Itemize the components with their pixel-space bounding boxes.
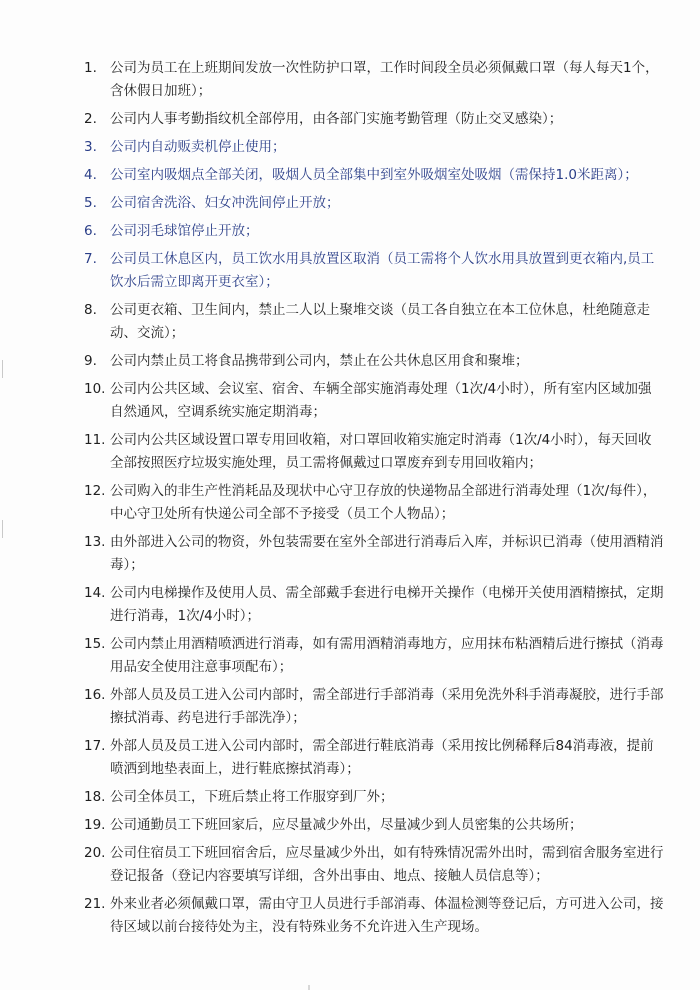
- list-item: [84, 429, 664, 475]
- list-item: [84, 786, 664, 809]
- item-text: 外部人员及员工进入公司内部时，需全部进行鞋底消毒（采用按比例稀释后84消毒液，提前喷洒到地垫表面上，进行鞋底擦拭消毒）；: [110, 738, 654, 777]
- item-text: 公司全体员工，下班后禁止将工作服穿到厂外；: [110, 789, 394, 805]
- list-item: [84, 57, 664, 103]
- item-number: 11.: [84, 432, 106, 448]
- item-number: 19.: [84, 817, 106, 833]
- item-number: 6.: [84, 223, 97, 239]
- item-number: 3.: [84, 139, 97, 155]
- item-text: 公司通勤员工下班回家后，应尽量减少外出，尽量减少到人员密集的公共场所；: [110, 817, 583, 833]
- list-item: [84, 480, 664, 526]
- item-number: 1.: [84, 60, 97, 76]
- item-text: 公司更衣箱、卫生间内，禁止二人以上聚堆交谈（员工各自独立在本工位休息，杜绝随意走动、交流）；: [110, 302, 650, 341]
- list-item: [84, 220, 664, 243]
- list-item: [84, 248, 664, 294]
- item-number: 18.: [84, 789, 106, 805]
- item-number: 16.: [84, 687, 106, 703]
- list-item: [84, 684, 664, 730]
- item-text: 公司内公共区域设置口罩专用回收箱，对口罩回收箱实施定时消毒（1次/4小时），每天回收全部按照医疗垃圾实施处理，员工需将佩戴过口罩废弃到专用回收箱内；: [110, 432, 652, 471]
- list-item: [84, 582, 664, 628]
- list-item: [84, 531, 664, 577]
- list-item: [84, 735, 664, 781]
- item-text: 公司室内吸烟点全部关闭，吸烟人员全部集中到室外吸烟室处吸烟（需保持1.0米距离）；: [110, 167, 638, 183]
- item-number: 12.: [84, 483, 106, 499]
- scan-fold-mark: [308, 985, 310, 990]
- item-text: 公司宿舍洗浴、妇女冲洗间停止开放；: [110, 195, 340, 211]
- item-text: 公司内自动贩卖机停止使用；: [110, 139, 286, 155]
- list-item: [84, 378, 664, 424]
- item-text: 公司内电梯操作及使用人员、需全部戴手套进行电梯开关操作（电梯开关使用酒精擦拭，定期进行消毒，1次/4小时）；: [110, 585, 664, 624]
- item-text: 公司内禁止用酒精喷洒进行消毒，如有需用酒精消毒地方，应用抹布粘酒精后进行擦拭（消毒用品安全使用注意事项配布）；: [110, 636, 664, 675]
- item-text: 由外部进入公司的物资，外包装需要在室外全部进行消毒后入库，并标识已消毒（使用酒精消毒）；: [110, 534, 664, 573]
- item-text: 公司住宿员工下班回宿舍后，应尽量减少外出，如有特殊情况需外出时，需到宿舍服务室进行登记报备（登记内容要填写详细，含外出事由、地点、接触人员信息等）；: [110, 845, 664, 884]
- item-number: 13.: [84, 534, 106, 550]
- scan-edge-mark: [2, 360, 3, 378]
- list-item: [84, 842, 664, 888]
- item-number: 10.: [84, 381, 106, 397]
- item-number: 21.: [84, 896, 106, 912]
- rules-list: [84, 57, 664, 944]
- item-text: 公司为员工在上班期间发放一次性防护口罩，工作时间段全员必须佩戴口罩（每人每天1个，含休假日加班）；: [110, 60, 659, 99]
- item-text: 公司内人事考勤指纹机全部停用，由各部门实施考勤管理（防止交叉感染）；: [110, 111, 563, 127]
- item-number: 17.: [84, 738, 106, 754]
- item-text: 公司内禁止员工将食品携带到公司内，禁止在公共休息区用食和聚堆；: [110, 353, 529, 369]
- item-text: 外部人员及员工进入公司内部时，需全部进行手部消毒（采用免洗外科手消毒凝胶，进行手部擦拭消毒、药皂进行手部洗净）；: [110, 687, 664, 726]
- item-text: 公司员工休息区内，员工饮水用具放置区取消（员工需将个人饮水用具放置到更衣箱内,员工饮水后需立即离开更衣室）；: [110, 251, 655, 290]
- scan-edge-mark: [2, 520, 3, 538]
- list-item: [84, 893, 664, 939]
- item-number: 7.: [84, 251, 97, 267]
- item-text: 公司内公共区域、会议室、宿舍、车辆全部实施消毒处理（1次/4小时），所有室内区域加强自然通风，空调系统实施定期消毒；: [110, 381, 652, 420]
- list-item: [84, 192, 664, 215]
- item-number: 14.: [84, 585, 106, 601]
- item-number: 2.: [84, 111, 97, 127]
- item-text: 公司购入的非生产性消耗品及现状中心守卫存放的快递物品全部进行消毒处理（1次/每件），中心守卫处所有快递公司全部不予接受（员工个人物品）；: [110, 483, 657, 522]
- list-item: [84, 299, 664, 345]
- item-number: 5.: [84, 195, 97, 211]
- item-text: 公司羽毛球馆停止开放；: [110, 223, 259, 239]
- item-number: 15.: [84, 636, 106, 652]
- list-item: [84, 164, 664, 187]
- list-item: [84, 108, 664, 131]
- item-number: 4.: [84, 167, 97, 183]
- list-item: [84, 136, 664, 159]
- item-number: 20.: [84, 845, 106, 861]
- list-item: [84, 633, 664, 679]
- item-number: 9.: [84, 353, 97, 369]
- item-number: 8.: [84, 302, 97, 318]
- item-text: 外来业者必须佩戴口罩，需由守卫人员进行手部消毒、体温检测等登记后，方可进入公司，接待区域以前台接待处为主，没有特殊业务不允许进入生产现场。: [110, 896, 664, 935]
- list-item: [84, 814, 664, 837]
- list-item: [84, 350, 664, 373]
